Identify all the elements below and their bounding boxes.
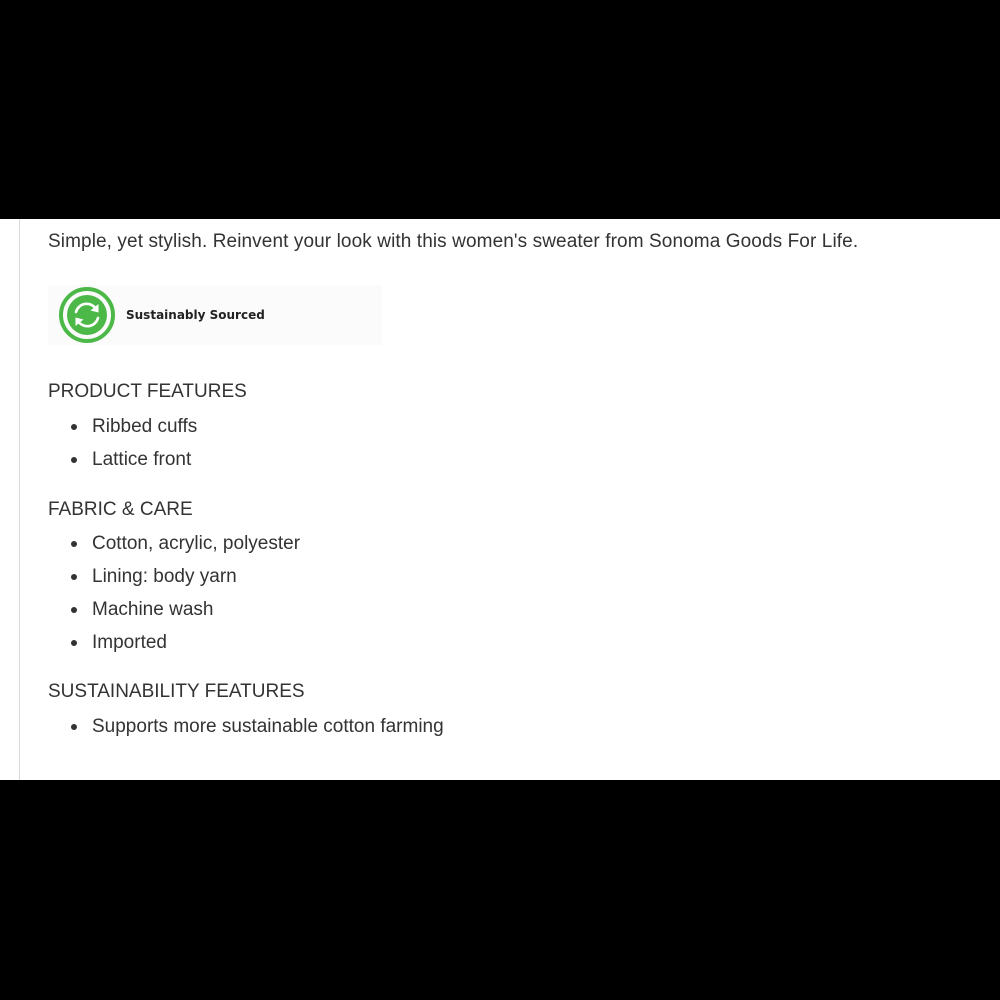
bullet-icon bbox=[71, 724, 77, 730]
list-item-text: Supports more sustainable cotton farming bbox=[92, 716, 444, 737]
bullet-icon bbox=[71, 424, 77, 430]
list-item bbox=[48, 593, 300, 626]
list-item-text: Imported bbox=[92, 632, 167, 653]
badge-label: Sustainably Sourced bbox=[126, 308, 265, 322]
list-item bbox=[48, 710, 444, 743]
list-item-text: Lining: body yarn bbox=[92, 566, 237, 587]
fabric-care-list bbox=[48, 527, 300, 659]
bullet-icon bbox=[71, 541, 77, 547]
sustainably-sourced-badge bbox=[48, 285, 382, 345]
list-item-text: Cotton, acrylic, polyester bbox=[92, 533, 301, 554]
bullet-icon bbox=[71, 574, 77, 580]
recycle-arrows-icon bbox=[59, 287, 115, 343]
product-details-panel bbox=[0, 219, 1000, 780]
product-features-list bbox=[48, 410, 197, 476]
bullet-icon bbox=[71, 457, 77, 463]
sustainability-features-heading: SUSTAINABILITY FEATURES bbox=[48, 681, 305, 702]
list-item bbox=[48, 527, 300, 560]
fabric-care-heading: FABRIC & CARE bbox=[48, 499, 193, 520]
sustainability-features-list bbox=[48, 710, 444, 743]
list-item-text: Lattice front bbox=[92, 449, 192, 470]
panel-left-border bbox=[19, 219, 20, 780]
bullet-icon bbox=[71, 607, 77, 613]
list-item bbox=[48, 410, 197, 443]
product-features-heading: PRODUCT FEATURES bbox=[48, 381, 247, 402]
list-item bbox=[48, 626, 300, 659]
list-item bbox=[48, 443, 197, 476]
list-item-text: Ribbed cuffs bbox=[92, 416, 198, 437]
list-item-text: Machine wash bbox=[92, 599, 214, 620]
list-item bbox=[48, 560, 300, 593]
bullet-icon bbox=[71, 640, 77, 646]
product-intro-text: Simple, yet stylish. Reinvent your look with this women's sweater from Sonoma Goods For Life. bbox=[48, 231, 859, 252]
